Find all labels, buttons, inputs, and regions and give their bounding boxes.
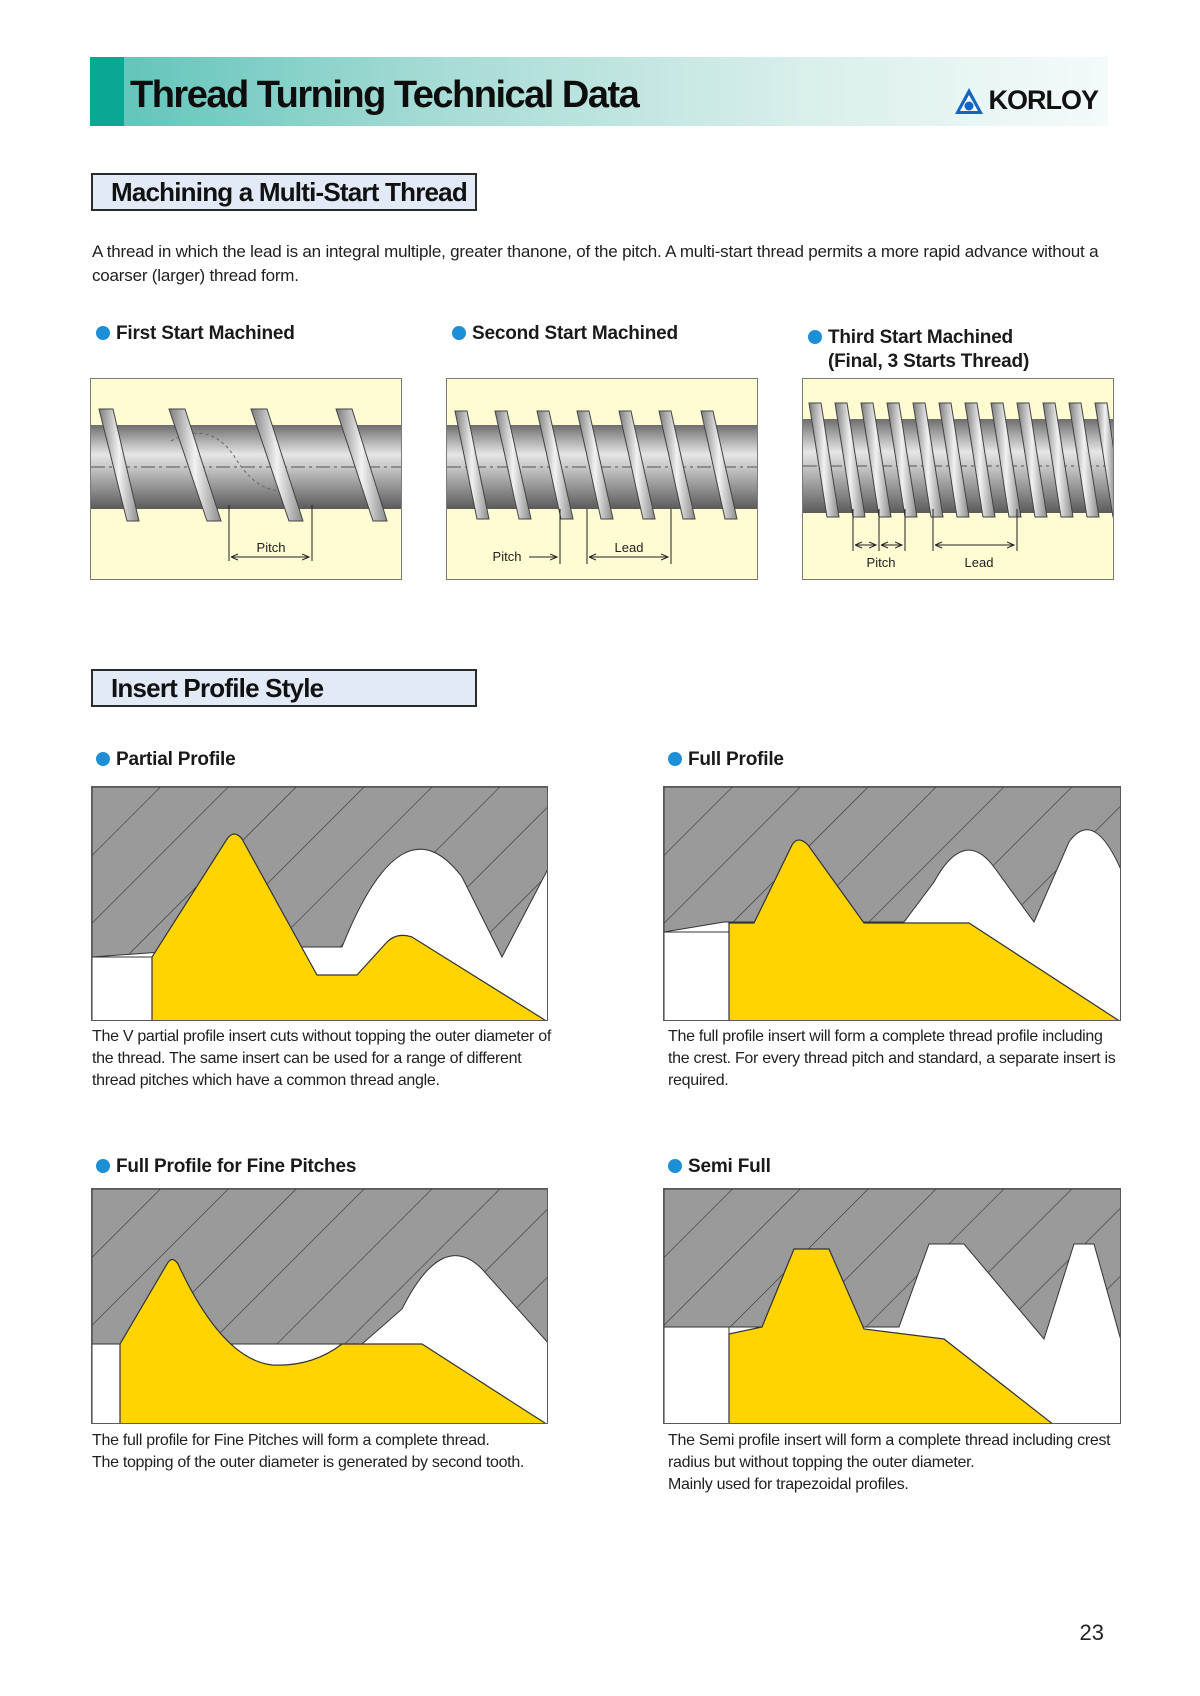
- page-number: 23: [1079, 1620, 1104, 1645]
- bullet-icon: [96, 326, 110, 340]
- brand-logo: [954, 85, 1098, 116]
- profile-caption-semi-full: The Semi profile insert will form a complete thread including crest radius but without topping the outer diameter. Mainly used for trapezoidal profiles.: [668, 1432, 1111, 1493]
- dim-label-pitch: Pitch: [256, 540, 286, 555]
- dim-label-lead: Lead: [614, 540, 644, 555]
- section-title-insert-profile: Insert Profile Style: [91, 669, 477, 707]
- korloy-logo-icon: [954, 87, 984, 115]
- figure-third-start: [802, 378, 1114, 580]
- profile-label-semi-full: Semi Full: [668, 1155, 771, 1179]
- figure-first-start: [90, 378, 402, 580]
- figure-second-start: [446, 378, 758, 580]
- bullet-icon: [96, 752, 110, 766]
- header-accent-bar: [90, 57, 124, 126]
- profile-diagram-semi-full: [663, 1188, 1121, 1424]
- profile-diagram-fine-pitch: [91, 1188, 548, 1424]
- figure-label-third-start: Third Start Machined (Final, 3 Starts Thread): [808, 326, 1029, 374]
- dim-label-lead: Lead: [964, 555, 994, 570]
- profile-caption-fine-pitch: The full profile for Fine Pitches will form a complete thread. The topping of the outer diameter is generated by second tooth.: [92, 1432, 525, 1471]
- profile-diagram-full: [663, 786, 1121, 1021]
- profile-label-partial: Partial Profile: [96, 748, 236, 772]
- dim-label-pitch: Pitch: [492, 549, 522, 564]
- bullet-icon: [668, 1159, 682, 1173]
- page-title: Thread Turning Technical Data: [130, 74, 639, 116]
- bullet-icon: [668, 752, 682, 766]
- profile-label-full: Full Profile: [668, 748, 784, 772]
- profile-label-fine-pitch: Full Profile for Fine Pitches: [96, 1155, 356, 1179]
- bullet-icon: [452, 326, 466, 340]
- figure-label-first-start: First Start Machined: [96, 322, 295, 346]
- figure-label-second-start: Second Start Machined: [452, 322, 678, 346]
- profile-diagram-partial: [91, 786, 548, 1021]
- profile-caption-partial: The V partial profile insert cuts without topping the outer diameter of the thread. The same insert can be used for a range of different thread pitches which have a common thread angle.: [92, 1028, 551, 1089]
- dim-label-pitch: Pitch: [866, 555, 896, 570]
- section-title-multistart: Machining a Multi-Start Thread: [91, 173, 477, 211]
- bullet-icon: [808, 330, 822, 344]
- bullet-icon: [96, 1159, 110, 1173]
- multistart-description: A thread in which the lead is an integral multiple, greater thanone, of the pitch. A multi-start thread permits a more rapid advance without a coarser (larger) thread form.: [92, 242, 1099, 285]
- brand-name: KORLOY: [988, 85, 1098, 115]
- profile-caption-full: The full profile insert will form a complete thread profile including the crest. For every thread pitch and standard, a separate insert is required.: [668, 1028, 1116, 1089]
